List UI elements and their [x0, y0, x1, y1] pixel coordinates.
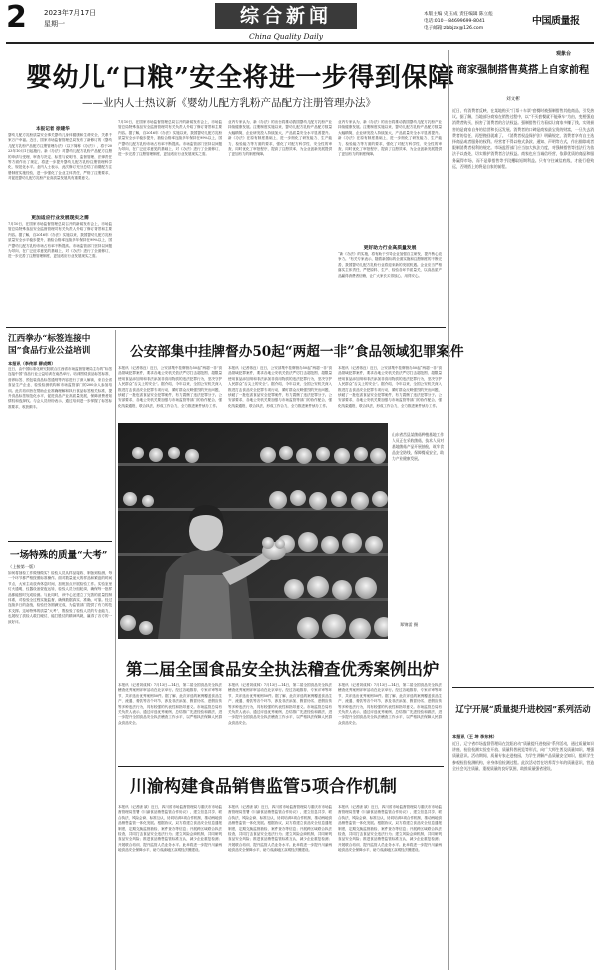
- lead-bottom-rule: [6, 327, 446, 328]
- left-story1-headline-text: 江西拳办“标签连接中国”食品行业公益培训: [8, 334, 91, 356]
- news-photo: [118, 423, 388, 639]
- header-rule: [6, 42, 594, 44]
- right-headline: 商家强制搭售莫搭上自家前程: [456, 64, 590, 76]
- paper-subtitle: China Quality Daily: [248, 32, 324, 41]
- left-column-divider: [115, 330, 116, 970]
- lead-body-col1-bottom: 7月10日，在国家市场监督管理总局召开的新闻发布会上，市场监管总局特殊食品安全监督管理司有关负责人介绍了修订背景和主要内容。据了解，自2016年《办法》实施以来，我国婴幼儿配方乳粉质量安全水平稳步提升，抽检合格率连续多年保持在99%以上，国产婴幼儿配方乳粉市场占有率不断提高。市场监管部门坚持以问题为导向，在广泛征求意见的基础上，对《办法》进行了全面修订，进一步完善了注册管理制度，更加适应行业发展现实之需。: [8, 222, 112, 259]
- issue-weekday: 星期一: [44, 20, 65, 28]
- story-c-headline: 川渝构建食品销售监管5项合作机制: [130, 777, 397, 797]
- right-story2-headline: [452, 703, 594, 715]
- left-story1-rule: [8, 541, 112, 542]
- lead-headline: 婴幼儿“口粮”安全将进一步得到保障: [26, 63, 455, 93]
- story-c-body-col1: 本报讯（记者唐 斌）近日，四川省市场监督管理局与重庆市市场监督管理局签署《川渝食品销售监管合作协议》，建立信息共享、联合执法、风险会商、标准互认、协同培训5项合作机制，推动两地食品销售监管一体化发展。根据协议，双方将建立食品安全信息通报制度，定期交换监督抽检、案件查办等信息；开展跨区域联合执法检查，共同打击食品安全违法行为；建立风险会商机制，共同研判食品安全风险；推进食品销售监管标准互认，减少企业重复检测；开展联合培训，提升监管人员业务水平。此举将进一步提升川渝两地食品安全保障水平，助力成渝地区双城经济圈建设。: [118, 805, 222, 853]
- lead-body-col3: 业内专家认为，新《办法》的出台将推动我国婴幼儿配方乳粉产业持续健康发展。注册制度实施以来，婴幼儿配方乳粉产品配方数量大幅精简，企业研发投入持续加大，产品质量安全水平显著提升。新《办法》在原有制度基础上，进一步细化了研发能力、生产能力、检验能力等方面的要求，强化了对配方科学性、安全性的审查，同时优化了审批程序，提高了注册效率，为企业创新发展提供了更加有力的制度保障。: [228, 120, 332, 157]
- story-b-body-col1: 本报讯（记者刘成林）7月13日—14日，第二届全国食品安全执法稽查优秀案例评审活动在北京举行。经过各地推荐、专家评审等环节，共评选出优秀案例50件。据了解，此次评选的案例覆盖食品生产、流通、餐饮等各个环节，涉及非法添加、假冒伪劣、虚假宣传等多种违法行为，具有较强的代表性和指导意义。市场监管总局有关负责人表示，通过评选优秀案例，总结推广先进经验和做法，进一步提升全国食品安全执法稽查工作水平，以严格执法保障人民群众食品安全。: [118, 683, 222, 725]
- left-story2-headline: 一场特殊的质量“大考”: [10, 550, 108, 561]
- right-body: 近日，有消费者反映，在某地购买“门票＋车票”套餐时被强制搭售其他商品，引发热议。据了解，当地部分商家在销售过程中，以“不买套餐就不能乘车”为由，变相强迫消费者购买，损害了消费者的合法权益。强制搭售行为看似让商家多赚了钱，实则损害的是商家自身的信誉和长远发展。消费者的口碑是商家最宝贵的财富，一旦失去消费者的信任，再想挽回就难了。《消费者权益保护法》明确规定，消费者享有自主选择商品或者服务的权利。经营者不得以格式条款、通知、声明等方式，作出排除或者限制消费者权利的规定。市场监管部门应当加大执法力度，对强制搭售等违法行为依法予以查处，切实维护消费者合法权益。商家也应当诚信经营，依靠优质的商品和服务赢得市场，而不是靠搭售等手段攫取短期利益。只有守住诚信底线，才能行稳致远，否则搭上的将是自家的前程。: [452, 108, 594, 169]
- right-story2-body: 近日，辽宁省市场监督管理局在沈阳启动“质量提升进校园”系列活动，通过质量知识讲座、检验检测实验室开放、质量科普展览等形式，向广大师生普及质量知识，增强质量意识。活动期间，质量专家走进校园，为学生讲解产品质量安全知识，组织学生参观检验检测机构，亲身体验检测过程。此次活动旨在培养青少年的质量意识，营造全社会关注质量、重视质量的良好氛围，助推质量强省建设。: [452, 741, 594, 771]
- page-number: 2: [6, 0, 27, 35]
- mid-body-col1: 本报讯（记者蒋良）近日，公安部集中挂牌督办50起“两超一非”食品领域犯罪案件，要求各地公安机关依法严厉打击超范围、超限量使用食品添加剂和非法添加非食用物质的违法犯罪行为，坚决守护人民群众“舌尖上的安全”。据介绍，今年以来，全国公安机关深入推进打击食品安全犯罪专项行动，紧盯群众反映强烈的突出问题，侦破了一批危害食品安全犯罪案件，有力震慑了违法犯罪分子。公安部要求，各地公安机关要加强与市场监管等部门的协作配合，强化线索通报、联合执法，形成工作合力，全力推进案件侦办工作。: [118, 366, 222, 408]
- left-story2-body: 如何将抽检工作做细做实？检验人员从样品接收、制备到检测，每一个环节都严格按照标准操作。面对数量庞大的样品和紧迫的时间节点，大家主动放弃休息时间，加班加点开展检验工作。实验室里灯火通明，仪器设备昼夜运转，检验人员分组轮岗，确保每一批样品都能按时完成检测。与此同时，该中心还建立了完善的质量控制体系，对检验全过程实施监督，确保数据真实、准确、可靠。经过连续多日的奋战，检验任务圆满完成，为监管部门提供了有力的技术支撑。这场特殊的质量“大考”，既检验了检验人员的专业能力，也展现了质检人敢打硬仗、能打胜仗的精神风貌，赢得了各方的一致好评。: [8, 571, 112, 624]
- right-column-divider: [448, 50, 449, 970]
- photo-caption: 山东省莒县某菌菇种植基地工作人员正在采收菌菇，技术人员对基地菌菇产品开展抽检，筑牢食品安全防线，保障餐桌安全，助力产业健康发展。: [392, 432, 444, 461]
- lead-body-col1-top: 婴幼儿配方乳粉质量安全事关婴幼儿身体健康和生命安全，关系千家万户幸福。近日，国家市场监督管理总局发布了新修订的《婴幼儿配方乳粉产品配方注册管理办法》（以下简称《办法》），将于2023年10月1日起施行。新《办法》对婴幼儿配方乳粉产品配方注册的申请与受理、审查与决定、标签与说明书、监督管理、法律责任等方面作出了规定，将进一步提升婴幼儿配方乳粉注册管理科学化、规范化水平。业内人士表示，此次修订充分总结了前期配方注册制度实施经验，进一步强化了企业主体责任，严格了注册要求，对促进婴幼儿配方乳粉产业高质量发展具有重要意义。: [8, 133, 112, 181]
- story-b-body-col3: 本报讯（记者刘成林）7月13日—14日，第二届全国食品安全执法稽查优秀案例评审活动在北京举行。经过各地推荐、专家评审等环节，共评选出优秀案例50件。据了解，此次评选的案例覆盖食品生产、流通、餐饮等各个环节，涉及非法添加、假冒伪劣、虚假宣传等多种违法行为，具有较强的代表性和指导意义。市场监管总局有关负责人表示，通过评选优秀案例，总结推广先进经验和做法，进一步提升全国食品安全执法稽查工作水平，以严格执法保障人民群众食品安全。: [338, 683, 442, 725]
- lead-body-col2: 7月10日，在国家市场监督管理总局召开的新闻发布会上，市场监管总局特殊食品安全监督管理司有关负责人介绍了修订背景和主要内容。据了解，自2016年《办法》实施以来，我国婴幼儿配方乳粉质量安全水平稳步提升，抽检合格率连续多年保持在99%以上，国产婴幼儿配方乳粉市场占有率不断提高。市场监管部门坚持以问题为导向，在广泛征求意见的基础上，对《办法》进行了全面修订，进一步完善了注册管理制度，更加适应行业发展现实之需。: [118, 120, 222, 157]
- left-story2-byline: （上接第一版）: [8, 564, 38, 569]
- story-c-body-col2: 本报讯（记者唐 斌）近日，四川省市场监督管理局与重庆市市场监督管理局签署《川渝食品销售监管合作协议》，建立信息共享、联合执法、风险会商、标准互认、协同培训5项合作机制，推动两地食品销售监管一体化发展。根据协议，双方将建立食品安全信息通报制度，定期交换监督抽检、案件查办等信息；开展跨区域联合执法检查，共同打击食品安全违法行为；建立风险会商机制，共同研判食品安全风险；推进食品销售监管标准互认，减少企业重复检测；开展联合培训，提升监管人员业务水平。此举将进一步提升川渝两地食品安全保障水平，助力成渝地区双城经济圈建设。: [228, 805, 332, 853]
- mushroom-farm-photo: [118, 423, 388, 639]
- right-byline: 刘文彬: [506, 97, 520, 102]
- right-headline-line: [452, 64, 594, 77]
- right-story2-headline-text: 辽宁开展“质量提升进校园”系列活动: [455, 704, 591, 714]
- right-rule: [452, 687, 594, 688]
- lead-subhead: ——业内人士热议新《婴幼儿配方乳粉产品配方注册管理办法》: [82, 97, 376, 109]
- section-title: 综合新闻: [239, 5, 332, 27]
- paper-logo: 中国质量报: [532, 16, 580, 27]
- page-header: [0, 0, 600, 46]
- lead-section-1: 更加适应行业发展现实之需: [31, 216, 89, 221]
- lead-body-col4-top: 业内专家认为，新《办法》的出台将推动我国婴幼儿配方乳粉产业持续健康发展。注册制度实施以来，婴幼儿配方乳粉产品配方数量大幅精简，企业研发投入持续加大，产品质量安全水平显著提升。新《办法》在原有制度基础上，进一步细化了研发能力、生产能力、检验能力等方面的要求，强化了对配方科学性、安全性的审查，同时优化了审批程序，提高了注册效率，为企业创新发展提供了更加有力的制度保障。: [338, 120, 442, 157]
- mid-body-col3: 本报讯（记者蒋良）近日，公安部集中挂牌督办50起“两超一非”食品领域犯罪案件，要求各地公安机关依法严厉打击超范围、超限量使用食品添加剂和非法添加非食用物质的违法犯罪行为，坚决守护人民群众“舌尖上的安全”。据介绍，今年以来，全国公安机关深入推进打击食品安全犯罪专项行动，紧盯群众反映强烈的突出问题，侦破了一批危害食品安全犯罪案件，有力震慑了违法犯罪分子。公安部要求，各地公安机关要加强与市场监管等部门的协作配合，强化线索通报、联合执法，形成工作合力，全力推进案件侦办工作。: [338, 366, 442, 408]
- lead-body-col4-bottom: “新《办法》的实施，将有助于引导企业加强自主研发，提升核心竞争力。”有关专家表示，随着新国标的全面实施和注册制度的不断完善，我国婴幼儿配方乳粉行业将迎来新的发展机遇。企业应当严格落实主体责任，严把原料、生产、检验各环节质量关，以高品质产品赢得消费者信赖，让广大家长买得放心、用得安心。: [338, 252, 442, 278]
- story-c-body-col3: 本报讯（记者唐 斌）近日，四川省市场监督管理局与重庆市市场监督管理局签署《川渝食品销售监管合作协议》，建立信息共享、联合执法、风险会商、标准互认、协同培训5项合作机制，推动两地食品销售监管一体化发展。根据协议，双方将建立食品安全信息通报制度，定期交换监督抽检、案件查办等信息；开展跨区域联合执法检查，共同打击食品安全违法行为；建立风险会商机制，共同研判食品安全风险；推进食品销售监管标准互认，减少企业重复检测；开展联合培训，提升监管人员业务水平。此举将进一步提升川渝两地食品安全保障水平，助力成渝地区双城经济圈建设。: [338, 805, 442, 853]
- story-b-body-col2: 本报讯（记者刘成林）7月13日—14日，第二届全国食品安全执法稽查优秀案例评审活动在北京举行。经过各地推荐、专家评审等环节，共评选出优秀案例50件。据了解，此次评选的案例覆盖食品生产、流通、餐饮等各个环节，涉及非法添加、假冒伪劣、虚假宣传等多种违法行为，具有较强的代表性和指导意义。市场监管总局有关负责人表示，通过评选优秀案例，总结推广先进经验和做法，进一步提升全国食品安全执法稽查工作水平，以严格执法保障人民群众食品安全。: [228, 683, 332, 725]
- column-tag: 观象台: [556, 51, 572, 57]
- mid-body-col2: 本报讯（记者蒋良）近日，公安部集中挂牌督办50起“两超一非”食品领域犯罪案件，要求各地公安机关依法严厉打击超范围、超限量使用食品添加剂和非法添加非食用物质的违法犯罪行为，坚决守护人民群众“舌尖上的安全”。据介绍，今年以来，全国公安机关深入推进打击食品安全犯罪专项行动，紧盯群众反映强烈的突出问题，侦破了一批危害食品安全犯罪案件，有力震慑了违法犯罪分子。公安部要求，各地公安机关要加强与市场监管等部门的协作配合，强化线索通报、联合执法，形成工作合力，全力推进案件侦办工作。: [228, 366, 332, 408]
- photo-credit: 郑锦雷 摄: [400, 622, 419, 627]
- issue-date: 2023年7月17日: [44, 9, 97, 17]
- left-story1-body: 近日，由中国标准化研究院联合江西省市场监督管理局主办的“标签连接中国”食品行业公益培训在南昌举行。培训围绕食品标签标准、营养标签、预包装食品标签通则等内容进行了深入解读，来自全省食品生产企业、检验检测机构和市场监管部门的200余人参加培训。此次培训旨在帮助企业准确理解和执行食品标签相关标准，提升食品标签规范化水平，促进食品产业高质量发展，保障消费者知情权和选择权。与会人员纷纷表示，通过培训进一步掌握了标签标准要求，收获颇丰。: [8, 367, 112, 409]
- story-b-headline: 第二届全国食品安全执法稽查优秀案例出炉: [126, 660, 440, 679]
- right-story2-byline: 本报讯（王 坤 李东林）: [452, 734, 497, 739]
- editor-line-3: 电子邮箱:zbbjzx@126.com: [424, 26, 484, 31]
- lead-byline: 本报记者 徐建华: [36, 127, 70, 132]
- story-b-rule: [118, 766, 444, 767]
- mid-headline: 公安部集中挂牌督办50起“两超一非”食品领域犯罪案件: [130, 344, 464, 360]
- editor-line-1: 本版主编 史玉成 责任编辑 陈立彪: [424, 12, 493, 17]
- left-story1-byline: 本报讯（李传祥 柳成辉）: [8, 361, 56, 366]
- editor-line-2: 电话:010－84699699-8041: [424, 19, 485, 24]
- left-story1-headline: [8, 333, 112, 357]
- lead-section-2: 更好助力行业高质量发展: [363, 246, 417, 251]
